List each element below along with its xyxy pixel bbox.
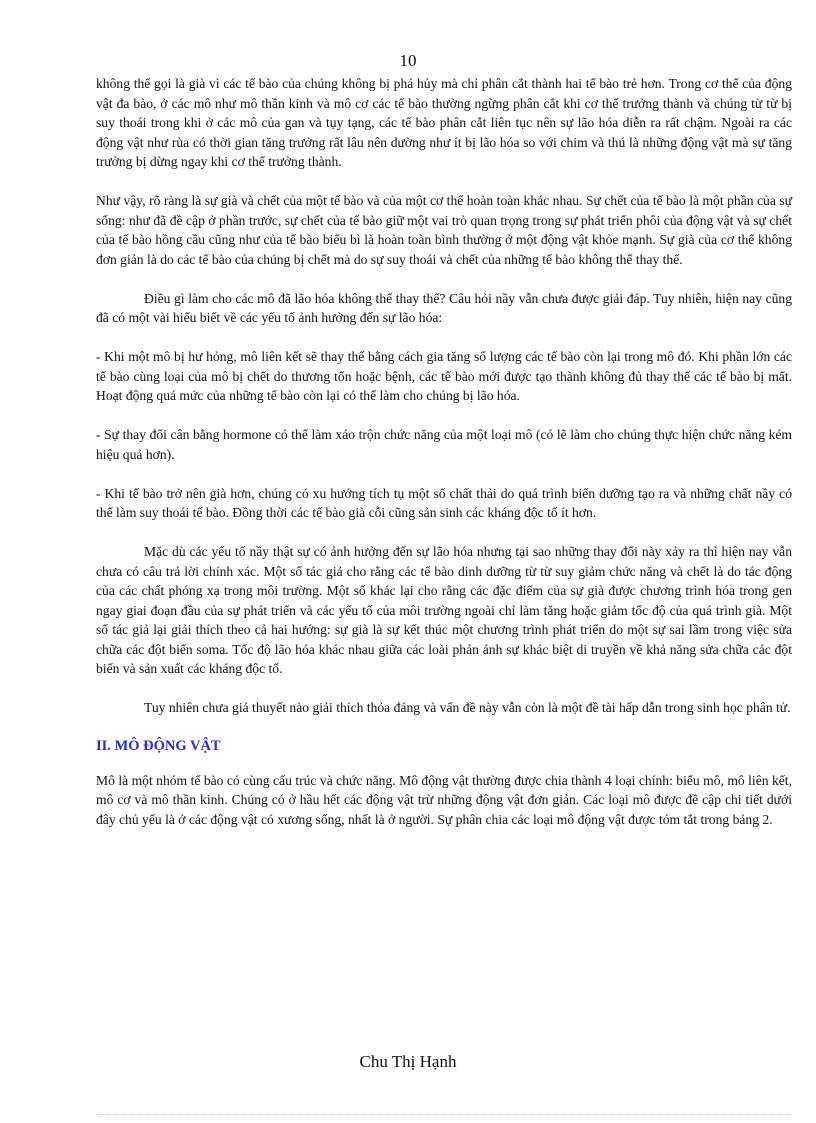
paragraph: Tuy nhiên chưa giả thuyết nào giải thích thỏa đáng và vấn đề này vẫn còn là một đề tài hấp dẫn trong sinh học phân tử. — [144, 700, 791, 715]
page-number: 10 — [399, 51, 417, 70]
list-item: - Khi một mô bị hư hỏng, mô liên kết sẽ thay thế bằng cách gia tăng số lượng các tế bào còn lại trong mô đó. Khi phần lớn các tế bào cùng loại của mô bị chết do thương tổn hoặc bệnh, các tế bào mới được tạo thành không đủ thay thế các tế bào bị mất. Hoạt động quá mức của những tế bào còn lại có thể làm cho chúng bị lão hóa. — [96, 349, 792, 403]
paragraph: Như vậy, rõ ràng là sự già và chết của một tế bào và của một cơ thể hoàn toàn khác nhau. Sự chết của tế bào là một phần của sự sống: như đã đề cập ở phần trước, sự chết của tế bào giữ một vai trò quan trọng trong sự phát triển phôi của động vật và sự chết của tế bào hồng cầu cũng như của tế bào biểu bì là hoàn toàn bình thường ở một động vật khỏe mạnh. Sự già của cơ thể không đơn giản là do các tế bào của chúng bị chết mà do sự suy thoái và chết của những tế bào không thể thay thế. — [96, 193, 792, 267]
document-body — [96, 74, 792, 849]
paragraph: Điều gì làm cho các mô đã lão hóa không thể thay thế? Câu hỏi nầy vẫn chưa được giải đáp. Tuy nhiên, hiện nay cũng đã có một vài hiểu biết về các yếu tố ảnh hưởng đến sự lão hóa: — [96, 290, 792, 325]
list-item: - Khi tế bào trở nên già hơn, chúng có xu hướng tích tụ một số chất thải do quá trình biến dưỡng tạo ra và những chất nầy có thể làm suy thoái tế bào. Đồng thời các tế bào già cỗi cũng sản sinh các kháng độc tố ít hơn. — [96, 485, 792, 520]
footer-author: Chu Thị Hạnh — [359, 1052, 457, 1071]
footer-divider — [96, 1114, 792, 1115]
paragraph: không thể gọi là già vì các tế bào của chúng không bị phá hủy mà chỉ phân cắt thành hai tế bào trẻ hơn. Trong cơ thể của động vật đa bào, ở các mô như mô thần kinh và mô cơ các tế bào thường ngừng phân cắt khi cơ thể trưởng thành và chúng từ từ bị suy thoái trong khi ở các mô của gan và tụy tạng, các tế bào phân cắt liên tục nên sự lão hóa diễn ra rất chậm. Ngoài ra các động vật như rùa có thời gian tăng trưởng rất lâu nên dường như ít bị lão hóa so với chim và thú là những động vật mà sự tăng trưởng bị dừng ngay khi cơ thể trưởng thành. — [96, 76, 792, 169]
section-heading: II. MÔ ĐỘNG VẬT — [96, 738, 221, 754]
paragraph: Mặc dù các yếu tố nầy thật sự có ảnh hưởng đến sự lão hóa nhưng tại sao những thay đổi này xảy ra thì hiện nay vẫn chưa có câu trả lời chính xác. Một số tác giả cho rằng các tế bào dinh dưỡng từ từ suy giảm chức năng và chết là do tác động của các chất phóng xạ trong môi trường. Một số khác lại cho rằng các đặc điểm của sự già được chương trình hóa trong gen ngay giai đoạn đầu của sự phát triển và các yếu tố của môi trường ngoài chỉ làm tăng hoặc giảm tốc độ của quá trình già. Một số tác giả lại giải thích theo cả hai hướng: sự già là sự kết thúc một chương trình phát triển do một sự sai lầm trong việc sửa chữa các đột biến soma. Tốc độ lão hóa khác nhau giữa các loài phản ánh sự khác biệt di truyền về khả năng sửa chữa các đột biến và sản xuất các kháng độc tố. — [96, 544, 792, 676]
list-item: - Sự thay đổi cân bằng hormone có thể làm xáo trộn chức năng của một loại mô (có lẽ làm cho chúng thực hiện chức năng kém hiệu quả hơn). — [96, 427, 792, 462]
paragraph: Mô là một nhóm tế bào có cùng cấu trúc và chức năng. Mô động vật thường được chia thành 4 loại chính: biểu mô, mô liên kết, mô cơ và mô thần kinh. Chúng có ở hầu hết các động vật trừ những động vật đơn giản. Các loại mô được đề cập chi tiết dưới đây chủ yếu là ở các động vật có xương sống, nhất là ở người. Sự phân chia các loại mô động vật được tóm tắt trong bảng 2. — [96, 772, 792, 827]
